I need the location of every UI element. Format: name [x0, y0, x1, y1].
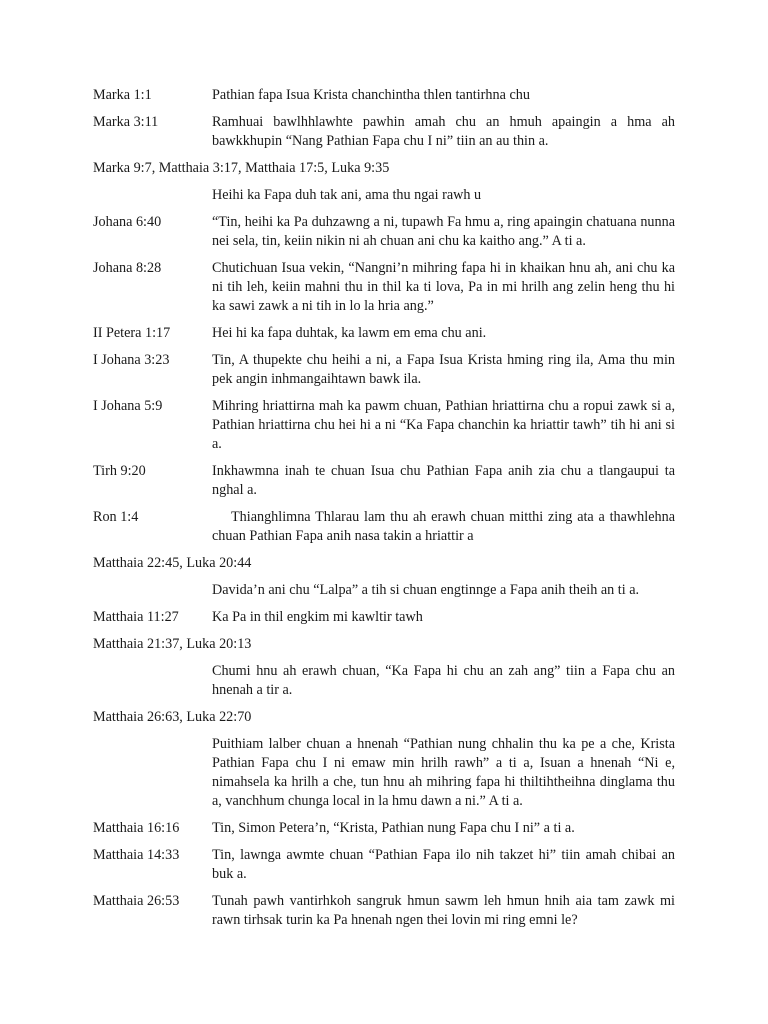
verse-text: Mihring hriattirna mah ka pawm chuan, Pathian hriattirna chu a ropui zawk si a, Pathian hriattirna chu hei hi a ni “Ka Fapa chanchin ka hriattir tawh” tih hi ani si a.: [212, 398, 675, 452]
verse-reference: Johana 8:28: [93, 260, 162, 276]
verse-text: Tin, lawnga awmte chuan “Pathian Fapa ilo nih takzet hi” tiin amah chibai an buk a.: [212, 847, 675, 882]
verse-reference: Matthaia 16:16: [93, 820, 180, 836]
verse-reference-line: Matthaia 21:37, Luka 20:13: [93, 636, 252, 652]
verse-reference: Matthaia 14:33: [93, 847, 180, 863]
verse-reference: Tirh 9:20: [93, 463, 146, 479]
verse-text: Puithiam lalber chuan a hnenah “Pathian nung chhalin thu ka pe a che, Krista Pathian Fapa chu I ni emaw min hrilh rawh” a ti a, Isuan a hnenah “Ni e, nimahsela ka hrilh a che, tun hnu ah mihring fapa hi thiltihtheihna dinglama thu a, vanchhum chunga local in la hmu dawn a ni.” A ti a.: [212, 736, 675, 809]
verse-text: Davida’n ani chu “Lalpa” a tih si chuan engtinnge a Fapa anih theih an ti a.: [212, 582, 640, 598]
verse-entry: [93, 397, 675, 454]
verse-reference: Ron 1:4: [93, 509, 139, 525]
verse-reference: I Johana 5:9: [93, 398, 163, 414]
verse-entry: [93, 113, 675, 151]
verse-entry: [93, 213, 675, 251]
verse-entry: [93, 351, 675, 389]
verse-reference-line: Marka 9:7, Matthaia 3:17, Matthaia 17:5, Luka 9:35: [93, 160, 390, 176]
verse-entry: [93, 259, 675, 316]
verse-text: “Tin, heihi ka Pa duhzawng a ni, tupawh Fa hmu a, ring apaingin chatuana nunna nei sela, tin, keiin nikin ni ah chuan ani chu ka kaitho ang.” A ti a.: [212, 214, 675, 249]
verse-text: Hei hi ka fapa duhtak, ka lawm em ema chu ani.: [212, 325, 487, 341]
verse-reference-line: Matthaia 26:63, Luka 22:70: [93, 709, 252, 725]
verse-entry: [93, 86, 675, 105]
verse-text: Heihi ka Fapa duh tak ani, ama thu ngai rawh u: [212, 187, 482, 203]
verse-text: Tunah pawh vantirhkoh sangruk hmun sawm leh hmun hnih aia tam zawk mi rawn tirhsak turin ka Pa hnenah ngen thei lovin mi ring emni le?: [212, 893, 675, 928]
verse-text: Ramhuai bawlhhlawhte pawhin amah chu an hmuh apaingin a hma ah bawkkhupin “Nang Pathian Fapa chu I ni” tiin an au thin a.: [212, 114, 675, 149]
verse-entry: [93, 324, 675, 343]
verse-reference-line: Matthaia 22:45, Luka 20:44: [93, 555, 252, 571]
verse-text: Inkhawmna inah te chuan Isua chu Pathian Fapa anih zia chu a tlangaupui ta nghal a.: [212, 463, 675, 498]
verse-text: Chumi hnu ah erawh chuan, “Ka Fapa hi chu an zah ang” tiin a Fapa chu an hnenah a tir a.: [212, 663, 675, 698]
verse-text: Ka Pa in thil engkim mi kawltir tawh: [212, 609, 423, 625]
verse-entry: [93, 508, 675, 546]
verse-entry: [93, 462, 675, 500]
verse-reference: II Petera 1:17: [93, 325, 171, 341]
verse-text: Pathian fapa Isua Krista chanchintha thlen tantirhna chu: [212, 87, 530, 103]
verse-entry: [93, 892, 675, 930]
verse-reference: Matthaia 11:27: [93, 609, 179, 625]
verse-text: Tin, Simon Petera’n, “Krista, Pathian nung Fapa chu I ni” a ti a.: [212, 820, 575, 836]
verse-entry: [93, 608, 675, 627]
verse-text: Tin, A thupekte chu heihi a ni, a Fapa Isua Krista hming ring ila, Ama thu min pek angin inhmangaihtawn bawk ila.: [212, 352, 675, 387]
document-page: [93, 86, 675, 938]
verse-reference: Johana 6:40: [93, 214, 162, 230]
verse-text: Chutichuan Isua vekin, “Nangni’n mihring fapa hi in khaikan hnu ah, ani chu ka ni tih leh, keiin mahni thu in thil ka ti lova, Pa in mi hrilh ang zelin heng thu hi ka sawi zawk a ni tih in lo la hria ang.”: [212, 260, 675, 314]
verse-entry: [93, 819, 675, 838]
verse-reference: I Johana 3:23: [93, 352, 170, 368]
verse-reference: Marka 3:11: [93, 114, 159, 130]
verse-reference: Matthaia 26:53: [93, 893, 180, 909]
verse-text: Thianghlimna Thlarau lam thu ah erawh chuan mitthi zing ata a thawhlehna chuan Pathian Fapa anih nasa takin a hriattir a: [212, 509, 675, 544]
verse-entry: [93, 846, 675, 884]
verse-reference: Marka 1:1: [93, 87, 152, 103]
